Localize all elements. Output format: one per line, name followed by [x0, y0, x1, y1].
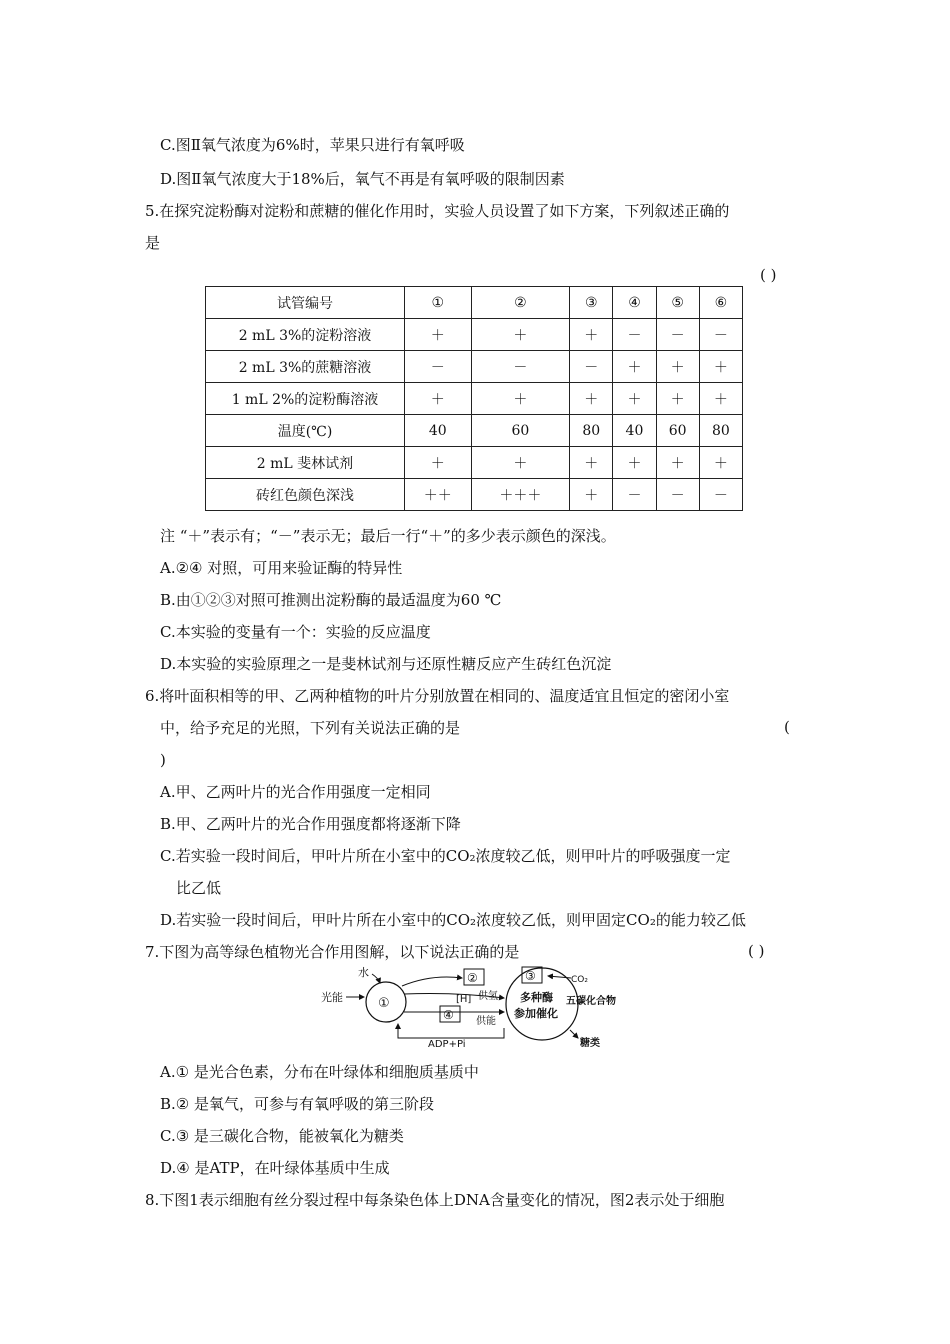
q6-option-d: D.若实验一段时间后，甲叶片所在小室中的CO₂浓度较乙低，则甲固定CO₂的能力较乙低	[160, 911, 746, 929]
table-row	[206, 383, 743, 415]
table-cell: ＋	[699, 447, 742, 479]
table-cell: 2 mL 斐林试剂	[206, 447, 405, 479]
q6-stem: 6.将叶面积相等的甲、乙两种植物的叶片分别放置在相同的、温度适宜且恒定的密闭小室	[145, 687, 730, 705]
q5-experiment-table	[205, 286, 743, 511]
table-header-cell: ①	[405, 287, 472, 319]
table-row	[206, 447, 743, 479]
label-sugar: 糖类	[580, 1038, 600, 1048]
q6-option-c: C.若实验一段时间后，甲叶片所在小室中的CO₂浓度较乙低，则甲叶片的呼吸强度一定	[160, 847, 731, 865]
arrow-to-n2	[402, 977, 462, 986]
table-cell: ＋	[656, 383, 699, 415]
label-n1: ①	[378, 996, 390, 1011]
table-cell: ＋	[570, 447, 613, 479]
table-cell: ＋	[656, 351, 699, 383]
table-cell: 温度(℃)	[206, 415, 405, 447]
table-cell: 40	[405, 415, 472, 447]
q8-stem: 8.下图1表示细胞有丝分裂过程中每条染色体上DNA含量变化的情况，图2表示处于细胞	[145, 1191, 725, 1209]
table-cell: －	[699, 319, 742, 351]
table-cell: 80	[699, 415, 742, 447]
table-cell: ＋	[699, 351, 742, 383]
label-n4: ④	[443, 1008, 454, 1022]
table-cell: －	[471, 351, 570, 383]
label-co2: CO₂	[571, 975, 588, 985]
table-cell: 60	[471, 415, 570, 447]
table-cell: －	[656, 479, 699, 511]
table-header-cell: ②	[471, 287, 570, 319]
table-cell: ＋	[471, 447, 570, 479]
q5-option-d: D.本实验的实验原理之一是斐林试剂与还原性糖反应产生砖红色沉淀	[160, 655, 612, 673]
table-cell: ＋	[570, 383, 613, 415]
table-row	[206, 479, 743, 511]
table-header-cell: ⑤	[656, 287, 699, 319]
q7-option-a: A.① 是光合色素，分布在叶绿体和细胞质基质中	[160, 1063, 479, 1081]
q5-option-c: C.本实验的变量有一个：实验的反应温度	[160, 623, 431, 641]
q6-answer-paren-open: (	[784, 718, 790, 736]
q5-stem-cont: 是	[145, 234, 161, 252]
label-supply-energy: 供能	[476, 1016, 496, 1027]
table-cell: 40	[613, 415, 656, 447]
q5-option-a: A.②④ 对照，可用来验证酶的特异性	[160, 559, 403, 577]
table-cell: ＋	[405, 319, 472, 351]
q7-option-b: B.② 是氧气，可参与有氧呼吸的第三阶段	[160, 1095, 435, 1113]
table-cell: ＋	[570, 479, 613, 511]
table-cell: ＋	[405, 447, 472, 479]
table-cell: －	[699, 479, 742, 511]
table-cell: 80	[570, 415, 613, 447]
table-cell: ＋＋	[405, 479, 472, 511]
table-cell: ＋	[699, 383, 742, 415]
label-n3: ③	[525, 969, 536, 983]
q7-option-d: D.④ 是ATP，在叶绿体基质中生成	[160, 1159, 390, 1177]
arrow-water	[372, 974, 380, 983]
table-cell: ＋	[405, 383, 472, 415]
table-header-row	[206, 287, 743, 319]
arrow-sugar	[570, 1030, 578, 1038]
table-cell: ＋	[613, 351, 656, 383]
photosynthesis-diagram	[316, 964, 636, 1048]
table-cell: －	[405, 351, 472, 383]
q7-answer-paren: ( )	[748, 942, 765, 960]
q6-option-b: B.甲、乙两叶片的光合作用强度都将逐渐下降	[160, 815, 461, 833]
label-supply-h: 供氢	[478, 991, 498, 1002]
label-catalysis: 参加催化	[514, 1007, 558, 1020]
q5-answer-paren: ( )	[760, 266, 777, 284]
q6-option-a: A.甲、乙两叶片的光合作用强度一定相同	[160, 783, 431, 801]
table-row	[206, 351, 743, 383]
q5-option-b: B.由①②③对照可推测出淀粉酶的最适温度为60 ℃	[160, 591, 502, 609]
label-adp: ADP+Pi	[428, 1039, 466, 1048]
q6-option-c-cont: 比乙低	[176, 879, 222, 897]
table-cell: －	[570, 351, 613, 383]
q7-stem: 7.下图为高等绿色植物光合作用图解，以下说法正确的是	[145, 943, 520, 961]
q5-stem: 5.在探究淀粉酶对淀粉和蔗糖的催化作用时，实验人员设置了如下方案，下列叙述正确的	[145, 202, 730, 220]
table-cell: ＋＋＋	[471, 479, 570, 511]
table-cell: ＋	[471, 319, 570, 351]
label-c5: 五碳化合物	[566, 996, 616, 1007]
q5-table-note: 注 “＋”表示有；“－”表示无；最后一行“＋”的多少表示颜色的深浅。	[160, 527, 616, 545]
q7-option-c: C.③ 是三碳化合物，能被氧化为糖类	[160, 1127, 404, 1145]
table-cell: ＋	[570, 319, 613, 351]
table-cell: ＋	[656, 447, 699, 479]
arrow-co2	[548, 976, 571, 978]
label-light-energy: 光能	[321, 991, 343, 1004]
table-cell: －	[613, 479, 656, 511]
q4-option-d: D.图Ⅱ氧气浓度大于18%后，氧气不再是有氧呼吸的限制因素	[160, 170, 565, 188]
table-cell: ＋	[613, 447, 656, 479]
label-enzymes: 多种酶	[520, 991, 553, 1004]
table-cell: 砖红色颜色深浅	[206, 479, 405, 511]
label-h: [H]	[456, 994, 472, 1005]
table-cell: ＋	[613, 383, 656, 415]
q6-answer-paren-close: )	[160, 751, 166, 769]
table-header-cell: ⑥	[699, 287, 742, 319]
label-water: 水	[358, 966, 369, 979]
table-cell: 2 mL 3%的淀粉溶液	[206, 319, 405, 351]
table-header-cell: ③	[570, 287, 613, 319]
table-row	[206, 415, 743, 447]
table-cell: －	[613, 319, 656, 351]
q4-option-c: C.图Ⅱ氧气浓度为6%时，苹果只进行有氧呼吸	[160, 136, 465, 154]
table-cell: 60	[656, 415, 699, 447]
label-n2: ②	[467, 971, 478, 985]
table-cell: 2 mL 3%的蔗糖溶液	[206, 351, 405, 383]
table-cell: 1 mL 2%的淀粉酶溶液	[206, 383, 405, 415]
table-cell: －	[656, 319, 699, 351]
table-header-cell: ④	[613, 287, 656, 319]
table-header-cell: 试管编号	[206, 287, 405, 319]
table-cell: ＋	[471, 383, 570, 415]
table-row	[206, 319, 743, 351]
q6-stem-cont: 中，给予充足的光照，下列有关说法正确的是	[160, 719, 461, 737]
